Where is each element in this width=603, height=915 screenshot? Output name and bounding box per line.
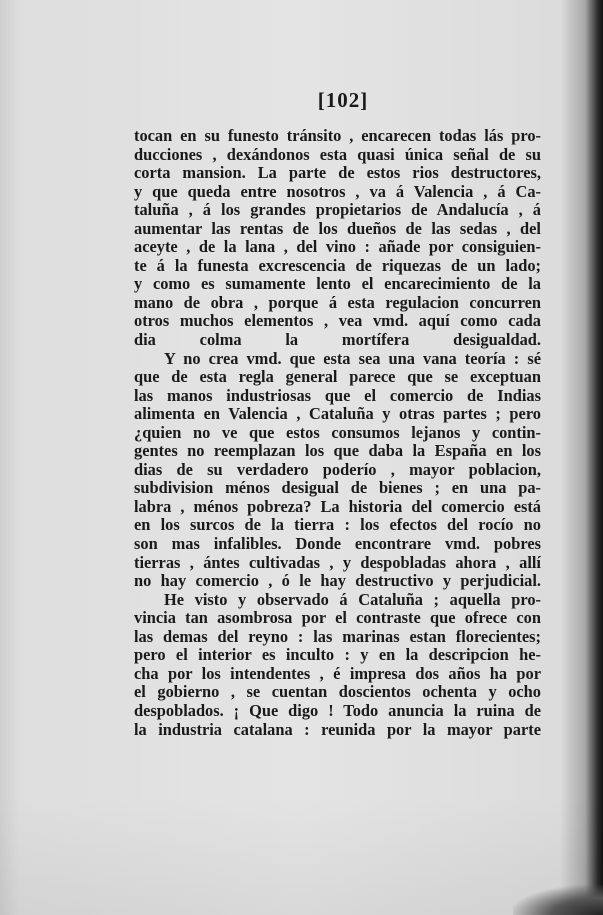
text-line: labra , ménos pobreza? La historia del comercio está [134, 497, 541, 516]
text-line: He visto y observado á Cataluña ; aquella pro- [164, 590, 541, 609]
text-line: y como es sumamente lento el encarecimiento de la [134, 275, 541, 294]
text-line: gentes no reemplazan los que daba la España en los [134, 442, 541, 461]
text-line: mano de obra , porque á esta regulacion concurren [134, 293, 541, 312]
text-line: ducciones , dexándonos esta quasi única señal de su [134, 145, 541, 164]
text-line: aumentar las rentas de los dueños de las sedas , del [134, 219, 541, 238]
text-line: son mas infalibles. Donde encontrare vmd. pobres [134, 535, 541, 554]
text-line: despoblados. ¡ Que digo ! Todo anuncia la ruina de [134, 701, 541, 720]
text-line: alimenta en Valencia , Cataluña y otras partes ; pero [134, 405, 541, 424]
paragraph [134, 350, 541, 591]
text-line: que de esta regla general parece que se exceptuan [134, 368, 541, 387]
text-line: ¿quien no ve que estos consumos lejanos y contin- [134, 423, 541, 442]
page-corner-shadow [513, 885, 603, 915]
text-line: taluña , á los grandes propietarios de Andalucía , á [134, 201, 541, 220]
text-line: cha por los intendentes , é impresa dos años ha por [134, 664, 541, 683]
paragraph [134, 127, 541, 350]
text-line: tierras , ántes cultivadas , y despobladas ahora , allí [134, 553, 541, 572]
text-line: no hay comercio , ó le hay destructivo y perjudicial. [134, 572, 541, 591]
text-line: la industria catalana : reunida por la mayor parte [134, 720, 541, 739]
body-text [134, 127, 541, 739]
paragraph [134, 591, 541, 739]
text-line: vincia tan asombrosa por el contraste que ofrece con [134, 609, 541, 628]
text-line: subdivision ménos desigual de bienes ; en una pa- [134, 479, 541, 498]
text-line: Y no crea vmd. que esta sea una vana teoría : sé [164, 349, 541, 368]
text-line: las demas del reyno : las marinas estan florecientes; [134, 627, 541, 646]
page-number: [102] [317, 88, 369, 112]
text-line: te á la funesta excrescencia de riquezas de un lado; [134, 256, 541, 275]
text-line: en los surcos de la tierra : los efectos del rocío no [134, 516, 541, 535]
text-line: pero el interior es inculto : y en la descripcion he- [134, 646, 541, 665]
text-line: aceyte , de la lana , del vino : añade por consiguien- [134, 238, 541, 257]
text-line: y que queda entre nosotros , va á Valencia , á Ca- [134, 182, 541, 201]
text-line: las manos industriosas que el comercio de Indias [134, 386, 541, 405]
text-line: dia colma la mortífera desigualdad. [134, 331, 541, 350]
text-line: el gobierno , se cuentan doscientos ochenta y ocho [134, 683, 541, 702]
text-line: otros muchos elementos , vea vmd. aquí como cada [134, 312, 541, 331]
text-line: tocan en su funesto tránsito , encarecen todas lás pro- [134, 127, 541, 145]
text-line: corta mansion. La parte de estos rios destructores, [134, 164, 541, 183]
text-line: dias de su verdadero poderío , mayor poblacion, [134, 460, 541, 479]
